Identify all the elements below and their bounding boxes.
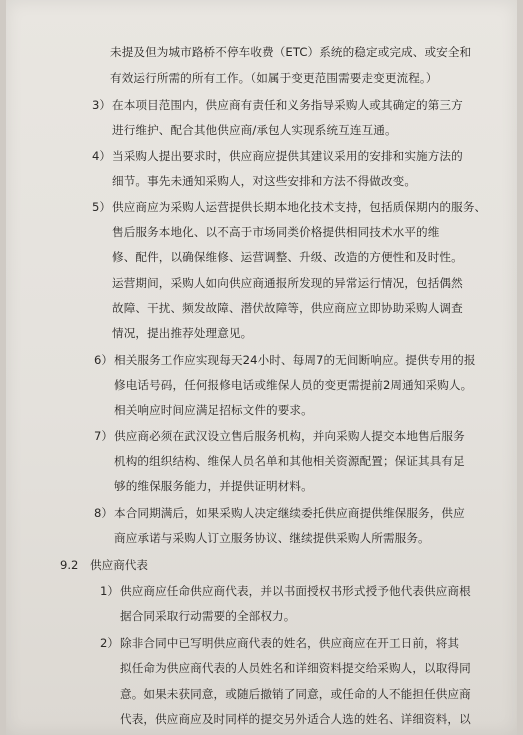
item-line: 细节。事先未通知采购人，对这些安排和方法不得做改变。 <box>112 174 417 188</box>
item-line: 商应承诺与采购人订立服务协议、继续提供采购人所需服务。 <box>114 531 430 545</box>
item-number: 8） <box>94 506 113 520</box>
section-title: 供应商代表 <box>90 558 148 572</box>
item-number: 1） <box>100 584 119 598</box>
item-number: 6） <box>94 353 113 367</box>
item-number: 5） <box>92 200 111 214</box>
item-line: 修电话号码，任何报修电话或维保人员的变更需提前2周通知采购人。 <box>114 378 473 392</box>
document-page <box>6 0 517 735</box>
item-line: 供应商应任命供应商代表，并以书面授权书形式授予他代表供应商根 <box>120 584 471 598</box>
item-line: 当采购人提出要求时，供应商应提供其建议采用的安排和实施方法的 <box>112 149 463 163</box>
item-line: 相关服务工作应实现每天24小时、每周7的无间断响应。提供专用的报 <box>114 353 476 367</box>
intro-line: 未提及但为城市路桥不停车收费（ETC）系统的稳定或完成、或安全和 <box>110 45 472 59</box>
item-number: 2） <box>100 636 119 650</box>
item-line: 据合同采取行动需要的全部权力。 <box>120 609 296 623</box>
item-line: 机构的组织结构、维保人员名单和其他相关资源配置；保证其具有足 <box>114 454 465 468</box>
item-line: 供应商应为采购人运营提供长期本地化技术支持，包括质保期内的服务、 <box>112 200 487 214</box>
item-line: 修、配件，以确保维修、运营调整、升级、改造的方便性和及时性。 <box>112 250 463 264</box>
item-line: 供应商必须在武汉设立售后服务机构，并向采购人提交本地售后服务 <box>114 429 465 443</box>
item-line: 进行维护、配合其他供应商/承包人实现系统互连互通。 <box>112 123 397 137</box>
section-number: 9.2 <box>60 558 79 572</box>
item-line: 运营期间，采购人如向供应商通报所发现的异常运行情况，包括偶然 <box>112 276 463 290</box>
item-line: 意。如果未获同意，或随后撤销了同意，或任命的人不能担任供应商 <box>120 687 471 701</box>
item-line: 在本项目范围内，供应商有责任和义务指导采购人或其确定的第三方 <box>112 98 463 112</box>
item-number: 3） <box>92 98 111 112</box>
item-line: 相关响应时间应满足招标文件的要求。 <box>114 403 313 417</box>
item-line: 本合同期满后，如果采购人决定继续委托供应商提供维保服务，供应 <box>114 506 465 520</box>
item-line: 情况，提出推荐处理意见。 <box>112 326 253 340</box>
item-line: 除非合同中已写明供应商代表的姓名，供应商应在开工日前，将其 <box>120 636 460 650</box>
item-line: 故障、干扰、频发故障、潜伏故障等，供应商应立即协助采购人调查 <box>112 301 463 315</box>
item-line: 代表，供应商应及时同样的提交另外适合人选的姓名、详细资料，以 <box>120 712 471 726</box>
item-number: 7） <box>94 429 113 443</box>
item-line: 拟任命为供应商代表的人员姓名和详细资料提交给采购人，以取得同 <box>120 661 471 675</box>
item-line: 够的维保服务能力，并提供证明材料。 <box>114 479 313 493</box>
item-line: 售后服务本地化、以不高于市场同类价格提供相同技术水平的维 <box>112 225 440 239</box>
intro-line: 有效运行所需的所有工作。（如属于变更范围需要走变更流程。） <box>110 71 438 85</box>
item-number: 4） <box>92 149 111 163</box>
